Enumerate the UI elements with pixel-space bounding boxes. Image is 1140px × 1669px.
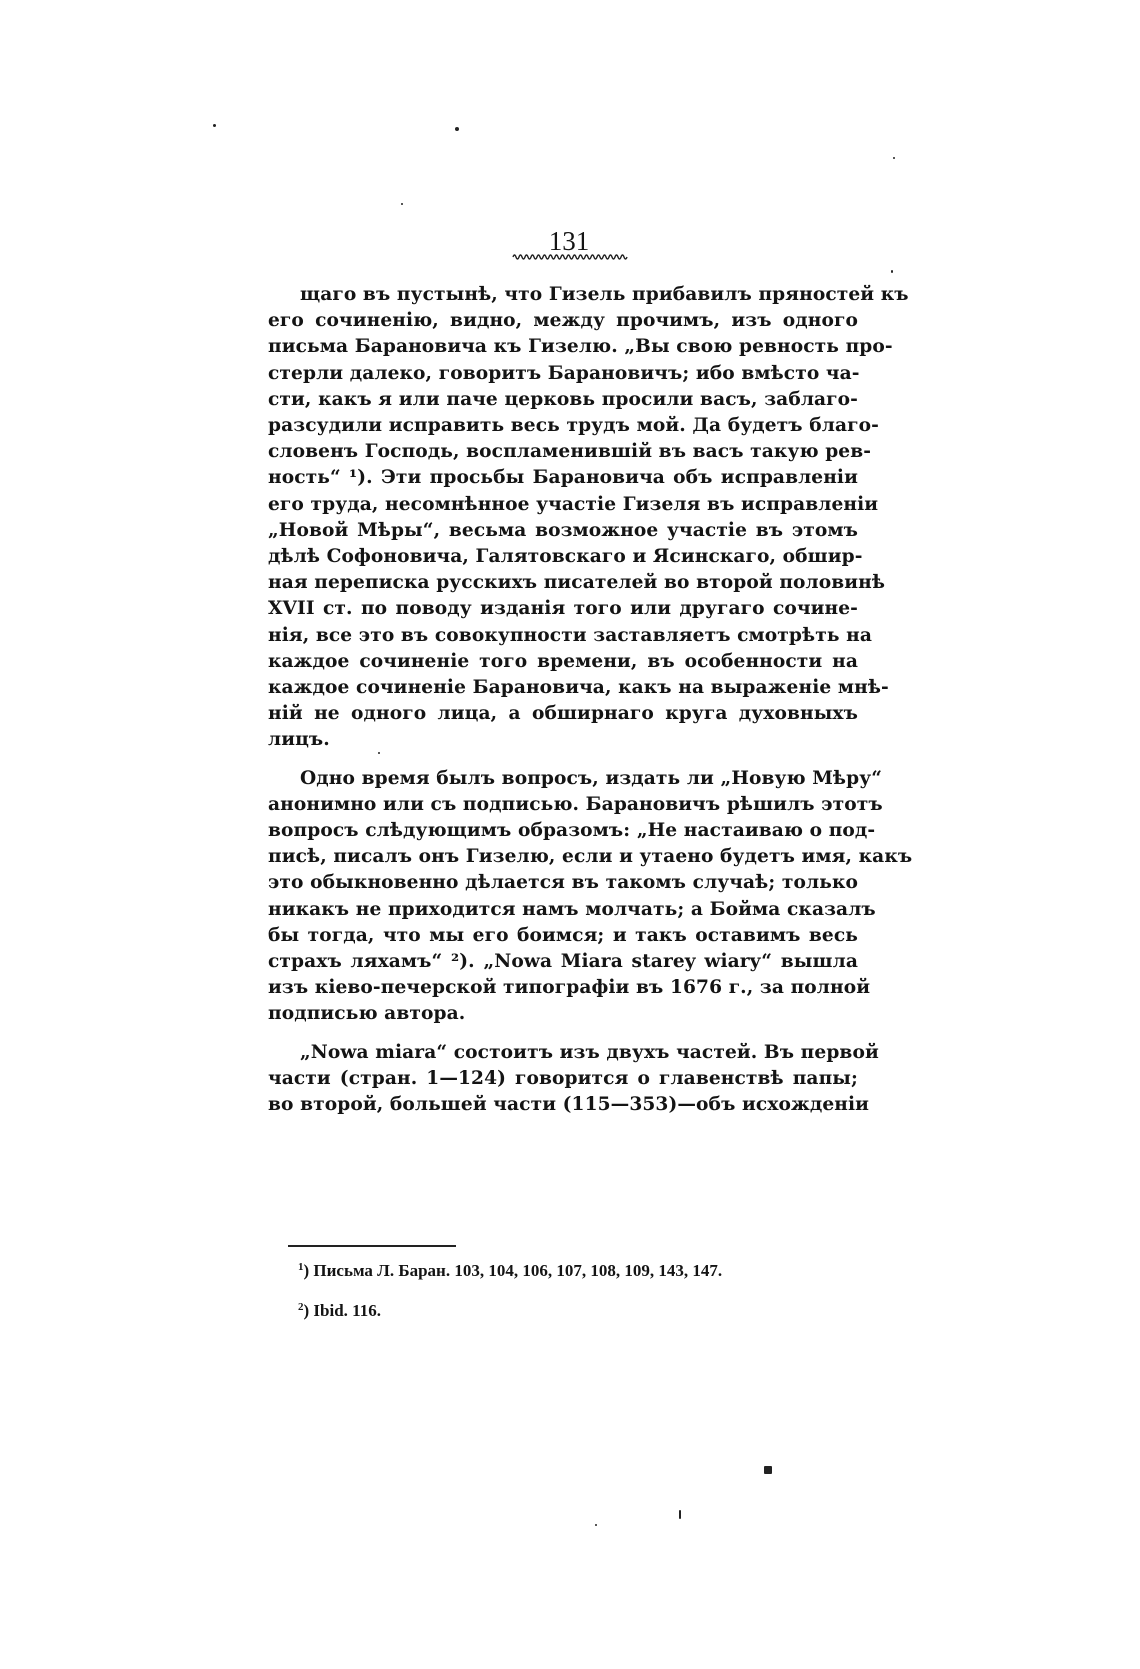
text-line: каждое сочиненіе того времени, въ особенности на [268, 650, 858, 672]
text-line: сти, какъ я или паче церковь просили васъ, заблаго- [268, 388, 858, 410]
scan-speck [455, 127, 459, 131]
text-line: ная переписка русскихъ писателей во второй половинѣ [268, 572, 886, 594]
text-line: никакъ не приходится намъ молчать; а Бойма сказалъ [268, 898, 876, 920]
text-line: это обыкновенно дѣлается въ такомъ случаѣ; только [268, 872, 858, 894]
text-line: ность“ ¹). Эти просьбы Барановича объ исправленіи [268, 467, 858, 489]
text-line: подписью автора. [268, 1003, 466, 1025]
text-line: щаго въ пустынѣ, что Гизель прибавилъ пряностей къ [300, 284, 909, 305]
text-line: ній не одного лица, а обширнаго круга духовныхъ [268, 703, 858, 725]
page-number: 131 [548, 226, 590, 256]
scan-speck [213, 124, 216, 127]
text-line: каждое сочиненіе Барановича, какъ на выраженіе мнѣ- [268, 677, 889, 699]
scan-speck [401, 203, 403, 205]
text-line: писѣ, писалъ онъ Гизелю, если и утаено будетъ имя, какъ [268, 846, 913, 868]
text-line: „Новой Мѣры“, весьма возможное участіе въ этомъ [268, 519, 858, 541]
footnote-rule [288, 1245, 456, 1247]
text-line: во второй, большей части (115—353)—объ исхожденіи [268, 1094, 870, 1116]
text-line: дѣлѣ Софоновича, Галятовскаго и Ясинскаго, обшир- [268, 546, 863, 568]
text-line: Одно время былъ вопросъ, издать ли „Новую Мѣру“ [300, 767, 883, 789]
scan-speck [893, 157, 895, 159]
paragraph [268, 1040, 879, 1119]
page-header [0, 226, 1140, 262]
footnote-2 [298, 1297, 858, 1321]
text-line: нія, все это въ совокупности заставляетъ смотрѣть на [268, 624, 872, 646]
text-line: „Nowa miara“ состоитъ изъ двухъ частей. Въ первой [300, 1041, 879, 1063]
footnote-marker: 1 [298, 1261, 304, 1273]
footnote-marker: 2 [298, 1301, 304, 1313]
text-line: лицъ. [268, 729, 330, 751]
footnotes [298, 1257, 858, 1337]
text-line: разсудили исправить весь трудъ мой. Да будетъ благо- [268, 415, 879, 437]
scan-speck [595, 1524, 597, 1526]
paragraph [268, 766, 913, 1028]
text-line: страхъ ляхамъ“ ²). „Nowa Miara starey wiary“ вышла [268, 951, 858, 973]
text-line: части (стран. 1—124) говорится о главенствѣ папы; [268, 1067, 858, 1089]
footnote-1 [298, 1257, 858, 1281]
text-line: бы тогда, что мы его боимся; и такъ оставимъ весь [268, 924, 858, 946]
text-line: изъ кіево-печерской типографіи въ 1676 г., за полной [268, 977, 871, 999]
text-line: его труда, несомнѣнное участіе Гизеля въ исправленіи [268, 493, 879, 515]
text-line: стерли далеко, говоритъ Барановичъ; ибо вмѣсто ча- [268, 362, 860, 384]
body-text [268, 282, 913, 1130]
text-line: вопросъ слѣдующимъ образомъ: „Не настаиваю о под- [268, 820, 876, 842]
scan-speck [891, 270, 893, 273]
text-line: письма Барановича къ Гизелю. „Вы свою ревность про- [268, 336, 893, 358]
footnote-text: ) Письма Л. Баран. 103, 104, 106, 107, 108, 109, 143, 147. [303, 1261, 723, 1280]
text-line: XVII ст. по поводу изданія того или другаго сочине- [268, 598, 858, 620]
paragraph [268, 282, 909, 754]
scan-speck [764, 1466, 772, 1474]
text-line: его сочиненію, видно, между прочимъ, изъ одного [268, 310, 858, 332]
text-line: анонимно или съ подписью. Барановичъ рѣшилъ этотъ [268, 793, 883, 815]
text-line: словенъ Господь, воспламенившій въ васъ такую рев- [268, 441, 872, 463]
scan-speck [378, 752, 380, 754]
scan-speck [679, 1510, 681, 1519]
footnote-text: ) Ibid. 116. [303, 1301, 381, 1320]
